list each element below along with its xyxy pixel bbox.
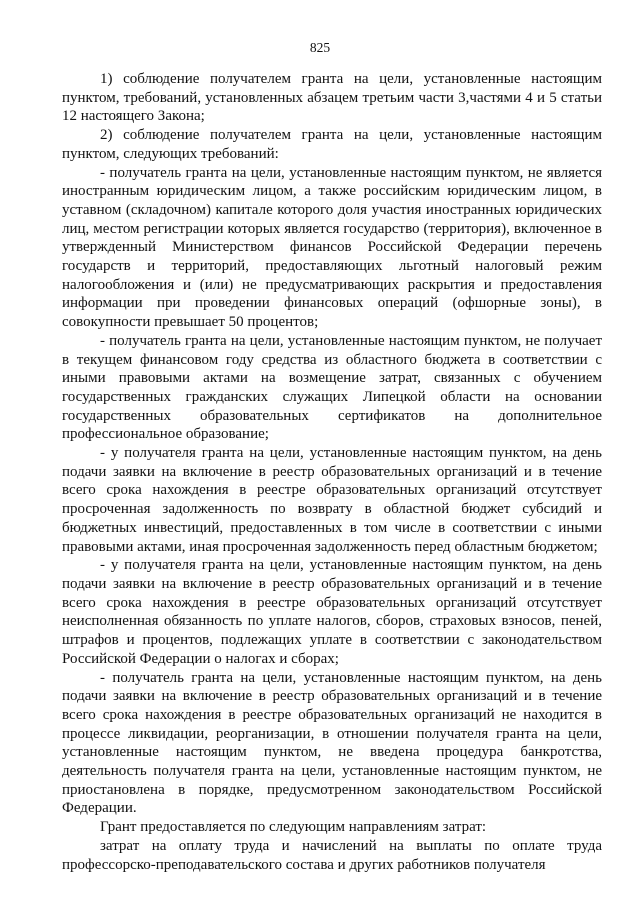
paragraph-no-tax-debt: - у получателя гранта на цели, установленные настоящим пунктом, на день подачи заявки на включение в реестр образовательных организаций и в течение всего срока нахождения в реестре образовательных организаций отсутствует неисполненная обязанность по уплате налогов, сборов, страховых взносов, пеней, штрафов и процентов, подлежащих уплате в соответствии с законодательством Российской Федерации о налогах и сборах; [62, 557, 602, 667]
paragraph-requirement-2: 2) соблюдение получателем гранта на цели, установленные настоящим пунктом, следующих требований: [62, 127, 602, 162]
page-number: 825 [309, 40, 331, 55]
document-body [62, 70, 602, 874]
paragraph-foreign-entity: - получатель гранта на цели, установленные настоящим пунктом, не является иностранным юридическим лицом, а также российским юридическим лицом, в уставном (складочном) капитале которого доля участия иностранных юридических лиц, местом регистрации которых является государство (территория), включенное в утвержденный Министерством финансов Российской Федерации перечень государств и территорий, предоставляющих льготный налоговый режим налогообложения и (или) не предусматривающих раскрытия и предоставления информации при проведении финансовых операций (офшорные зоны), в совокупности превышает 50 процентов; [62, 164, 602, 331]
paragraph-grant-directions: Грант предоставляется по следующим направлениям затрат: [100, 819, 487, 836]
paragraph-no-regional-funds: - получатель гранта на цели, установленные настоящим пунктом, не получает в текущем финансовом году средства из областного бюджета в соответствии с иными правовыми актами на возмещение затрат, связанных с обучением государственных гражданских служащих Липецкой области на основании государственных образовательных сертификатов на дополнительное профессиональное образование; [62, 332, 602, 443]
paragraph-no-liquidation: - получатель гранта на цели, установленные настоящим пунктом, на день подачи заявки на включение в реестр образовательных организаций и в течение всего срока нахождения в реестре образовательных организаций не находится в процессе ликвидации, реорганизации, в отношении получателя гранта на цели, установленные настоящим пунктом, не введена процедура банкротства, деятельность получателя гранта на цели, установленные настоящим пунктом, не приостановлена в порядке, предусмотренном законодательством Российской Федерации. [62, 669, 602, 817]
paragraph-labor-costs: затрат на оплату труда и начислений на выплаты по оплате труда профессорско-преподавательского состава и других работников получателя [62, 837, 602, 873]
paragraph-requirement-1: 1) соблюдение получателем гранта на цели, установленные настоящим пунктом, требований, установленных абзацем третьим части 3,частями 4 и 5 статьи 12 настоящего Закона; [62, 71, 602, 125]
paragraph-no-overdue-debt: - у получателя гранта на цели, установленные настоящим пунктом, на день подачи заявки на включение в реестр образовательных организаций и в течение всего срока нахождения в реестре образовательных организаций отсутствует просроченная задолженность по возврату в областной бюджет субсидий и бюджетных инвестиций, предоставленных в том числе в соответствии с иными правовыми актами, иная просроченная задолженность перед областным бюджетом; [62, 445, 602, 555]
